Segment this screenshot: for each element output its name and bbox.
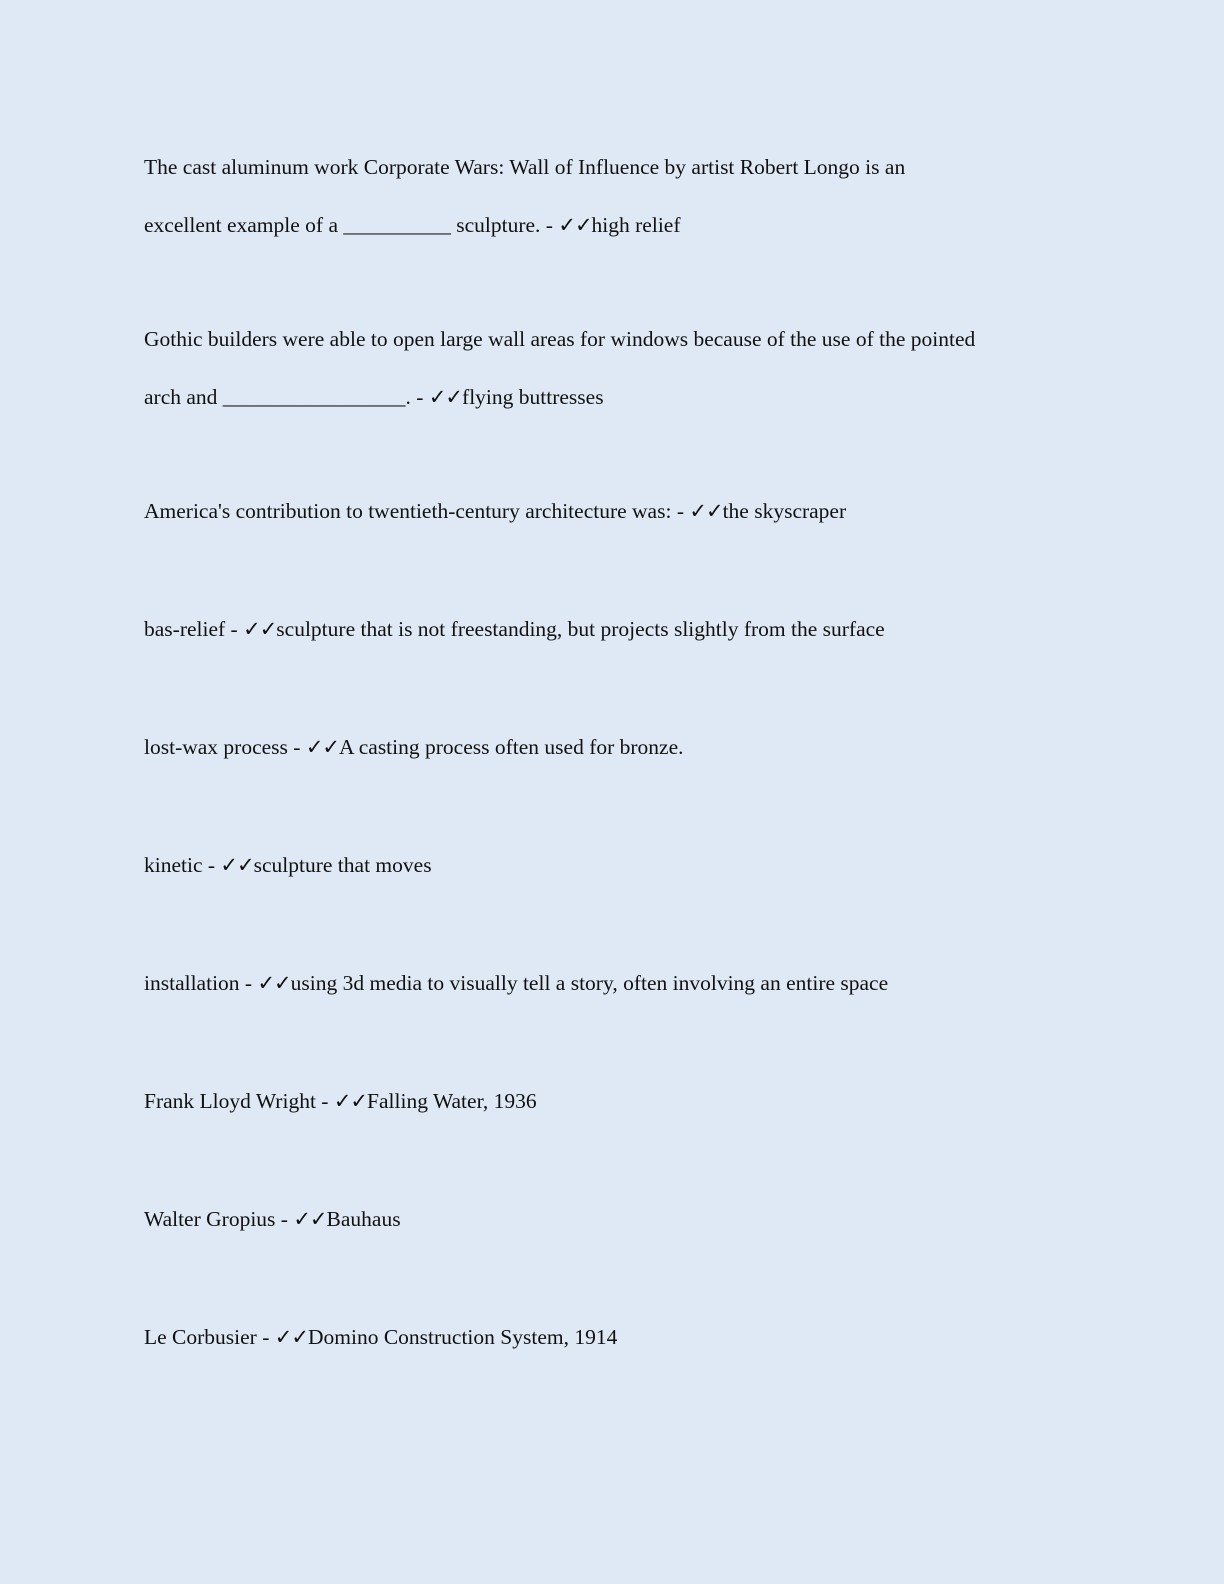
qa-entry-3 [144, 482, 1084, 540]
term-text: Le Corbusier - [144, 1325, 275, 1349]
double-check-icon: ✓✓ [293, 1207, 327, 1231]
double-check-icon: ✓✓ [220, 853, 254, 877]
answer-text: high relief [591, 213, 681, 237]
question-text: Gothic builders were able to open large wall areas for windows because of the use of the pointed [144, 327, 976, 351]
answer-text: sculpture that is not freestanding, but projects slightly from the surface [276, 617, 885, 641]
qa-entry-7 [144, 954, 1084, 1012]
qa-entry-8 [144, 1072, 1084, 1130]
document-page [144, 138, 1084, 1426]
term-text: Walter Gropius - [144, 1207, 294, 1231]
double-check-icon: ✓✓ [257, 971, 291, 995]
term-text: kinetic - [144, 853, 221, 877]
double-check-icon: ✓✓ [243, 617, 277, 641]
answer-text: using 3d media to visually tell a story, often involving an entire space [290, 971, 889, 995]
double-check-icon: ✓✓ [689, 499, 723, 523]
term-text: installation - [144, 971, 258, 995]
term-text: Frank Lloyd Wright - [144, 1089, 334, 1113]
double-check-icon: ✓✓ [428, 385, 463, 409]
qa-entry-10 [144, 1308, 1084, 1366]
qa-entry-9 [144, 1190, 1084, 1248]
question-text: arch and _________________. - [144, 385, 429, 409]
question-text: excellent example of a __________ sculpture. - [144, 213, 559, 237]
qa-entry-1 [144, 138, 1084, 254]
qa-entry-5 [144, 718, 1084, 776]
qa-entry-6 [144, 836, 1084, 894]
term-text: bas-relief - [144, 617, 244, 641]
answer-text: A casting process often used for bronze. [339, 735, 684, 759]
qa-entry-4 [144, 600, 1084, 658]
answer-text: the skyscraper [722, 499, 847, 523]
double-check-icon: ✓✓ [333, 1089, 368, 1113]
answer-text: flying buttresses [462, 385, 604, 409]
answer-text: sculpture that moves [253, 853, 432, 877]
question-text: The cast aluminum work Corporate Wars: Wall of Influence by artist Robert Longo is an [144, 155, 906, 179]
double-check-icon: ✓✓ [274, 1325, 308, 1349]
answer-text: Falling Water, 1936 [367, 1089, 537, 1113]
double-check-icon: ✓✓ [558, 213, 592, 237]
term-text: lost-wax process - [144, 735, 306, 759]
qa-entry-2 [144, 310, 1084, 426]
answer-text: Domino Construction System, 1914 [307, 1325, 618, 1349]
question-text: America's contribution to twentieth-century architecture was: - [144, 499, 690, 523]
double-check-icon: ✓✓ [305, 735, 340, 759]
answer-text: Bauhaus [326, 1207, 401, 1231]
